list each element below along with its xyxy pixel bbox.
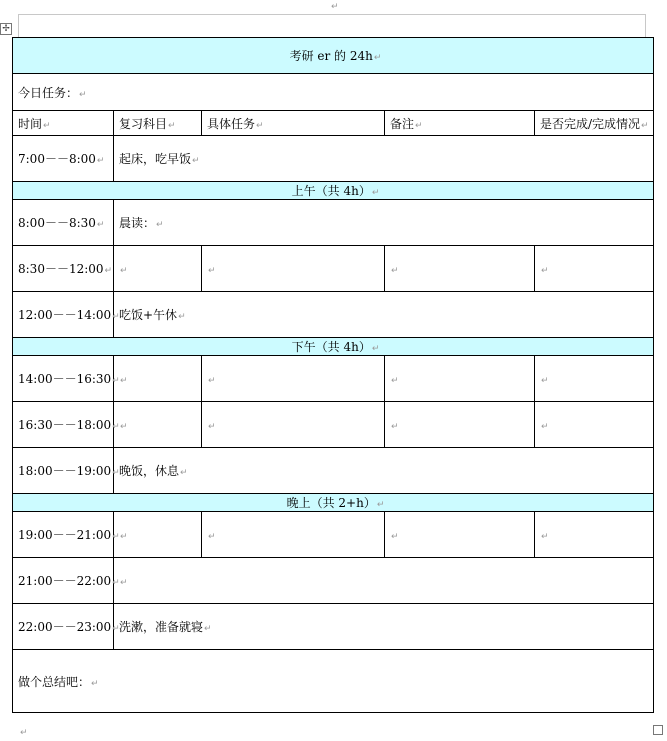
remark-cell[interactable]: ↵ <box>385 356 535 402</box>
section-row-evening <box>13 494 654 512</box>
status-cell[interactable]: ↵ <box>535 512 654 558</box>
time-cell[interactable]: 21:00－－22:00↵ <box>13 558 114 604</box>
table-row <box>13 246 654 292</box>
time-cell[interactable]: 14:00－－16:30↵ <box>13 356 114 402</box>
note-cell[interactable]: 晨读：↵ <box>114 200 654 246</box>
table-row <box>13 448 654 494</box>
header-remark[interactable]: 备注↵ <box>385 111 535 136</box>
status-cell[interactable]: ↵ <box>535 402 654 448</box>
task-detail-cell[interactable]: ↵ <box>202 402 385 448</box>
status-cell[interactable]: ↵ <box>535 246 654 292</box>
section-row-morning <box>13 182 654 200</box>
task-detail-cell[interactable]: ↵ <box>202 356 385 402</box>
summary-label: 做个总结吧： <box>18 674 91 689</box>
paragraph-mark: ↵ <box>331 2 339 12</box>
time-cell[interactable]: 19:00－－21:00↵ <box>13 512 114 558</box>
remark-cell[interactable]: ↵ <box>385 512 535 558</box>
task-detail-cell[interactable]: ↵ <box>202 512 385 558</box>
remark-cell[interactable]: ↵ <box>385 246 535 292</box>
note-cell[interactable]: 晚饭，休息↵ <box>114 448 654 494</box>
time-cell[interactable]: 7:00－－8:00↵ <box>13 136 114 182</box>
header-task[interactable]: 具体任务↵ <box>202 111 385 136</box>
table-row <box>13 292 654 338</box>
section-cell[interactable]: 晚上（共 2+h）↵ <box>13 494 654 512</box>
note-cell[interactable]: 洗漱，准备就寝↵ <box>114 604 654 650</box>
remark-cell[interactable]: ↵ <box>385 402 535 448</box>
subject-cell[interactable]: ↵ <box>114 356 202 402</box>
paragraph-mark: ↵ <box>373 53 382 63</box>
schedule-table <box>12 37 654 713</box>
summary-cell[interactable]: 做个总结吧：↵ <box>13 650 654 713</box>
status-cell[interactable]: ↵ <box>535 356 654 402</box>
section-cell[interactable]: 下午（共 4h）↵ <box>13 338 654 356</box>
page-title: 考研 er 的 24h <box>289 49 373 63</box>
title-cell[interactable] <box>13 38 654 74</box>
header-status[interactable]: 是否完成/完成情况↵ <box>535 111 654 136</box>
note-cell[interactable]: 吃饭+午休↵ <box>114 292 654 338</box>
note-cell[interactable]: ↵ <box>114 558 654 604</box>
table-row <box>13 136 654 182</box>
time-cell[interactable]: 18:00－－19:00↵ <box>13 448 114 494</box>
subject-cell[interactable]: ↵ <box>114 402 202 448</box>
task-label: 今日任务： <box>18 85 79 100</box>
table-row <box>13 558 654 604</box>
task-detail-cell[interactable]: ↵ <box>202 246 385 292</box>
table-resize-handle-icon[interactable] <box>653 725 663 735</box>
task-row <box>13 74 654 111</box>
paragraph-mark: ↵ <box>79 89 87 100</box>
title-row <box>13 38 654 74</box>
section-cell[interactable]: 上午（共 4h）↵ <box>13 182 654 200</box>
note-cell[interactable]: 起床，吃早饭↵ <box>114 136 654 182</box>
table-row <box>13 512 654 558</box>
table-row <box>13 604 654 650</box>
time-cell[interactable]: 8:30－－12:00↵ <box>13 246 114 292</box>
summary-row <box>13 650 654 713</box>
time-cell[interactable]: 16:30－－18:00↵ <box>13 402 114 448</box>
time-cell[interactable]: 8:00－－8:30↵ <box>13 200 114 246</box>
table-move-handle-icon[interactable]: ✢ <box>0 23 12 35</box>
section-row-afternoon <box>13 338 654 356</box>
table-row <box>13 356 654 402</box>
paragraph-mark: ↵ <box>20 728 28 738</box>
table-row <box>13 402 654 448</box>
header-time[interactable]: 时间↵ <box>13 111 114 136</box>
time-cell[interactable]: 12:00－－14:00↵ <box>13 292 114 338</box>
table-row <box>13 200 654 246</box>
subject-cell[interactable]: ↵ <box>114 512 202 558</box>
header-row <box>13 111 654 136</box>
task-cell[interactable] <box>13 74 654 111</box>
header-subject[interactable]: 复习科目↵ <box>114 111 202 136</box>
subject-cell[interactable]: ↵ <box>114 246 202 292</box>
header-area[interactable] <box>18 14 646 37</box>
time-cell[interactable]: 22:00－－23:00↵ <box>13 604 114 650</box>
